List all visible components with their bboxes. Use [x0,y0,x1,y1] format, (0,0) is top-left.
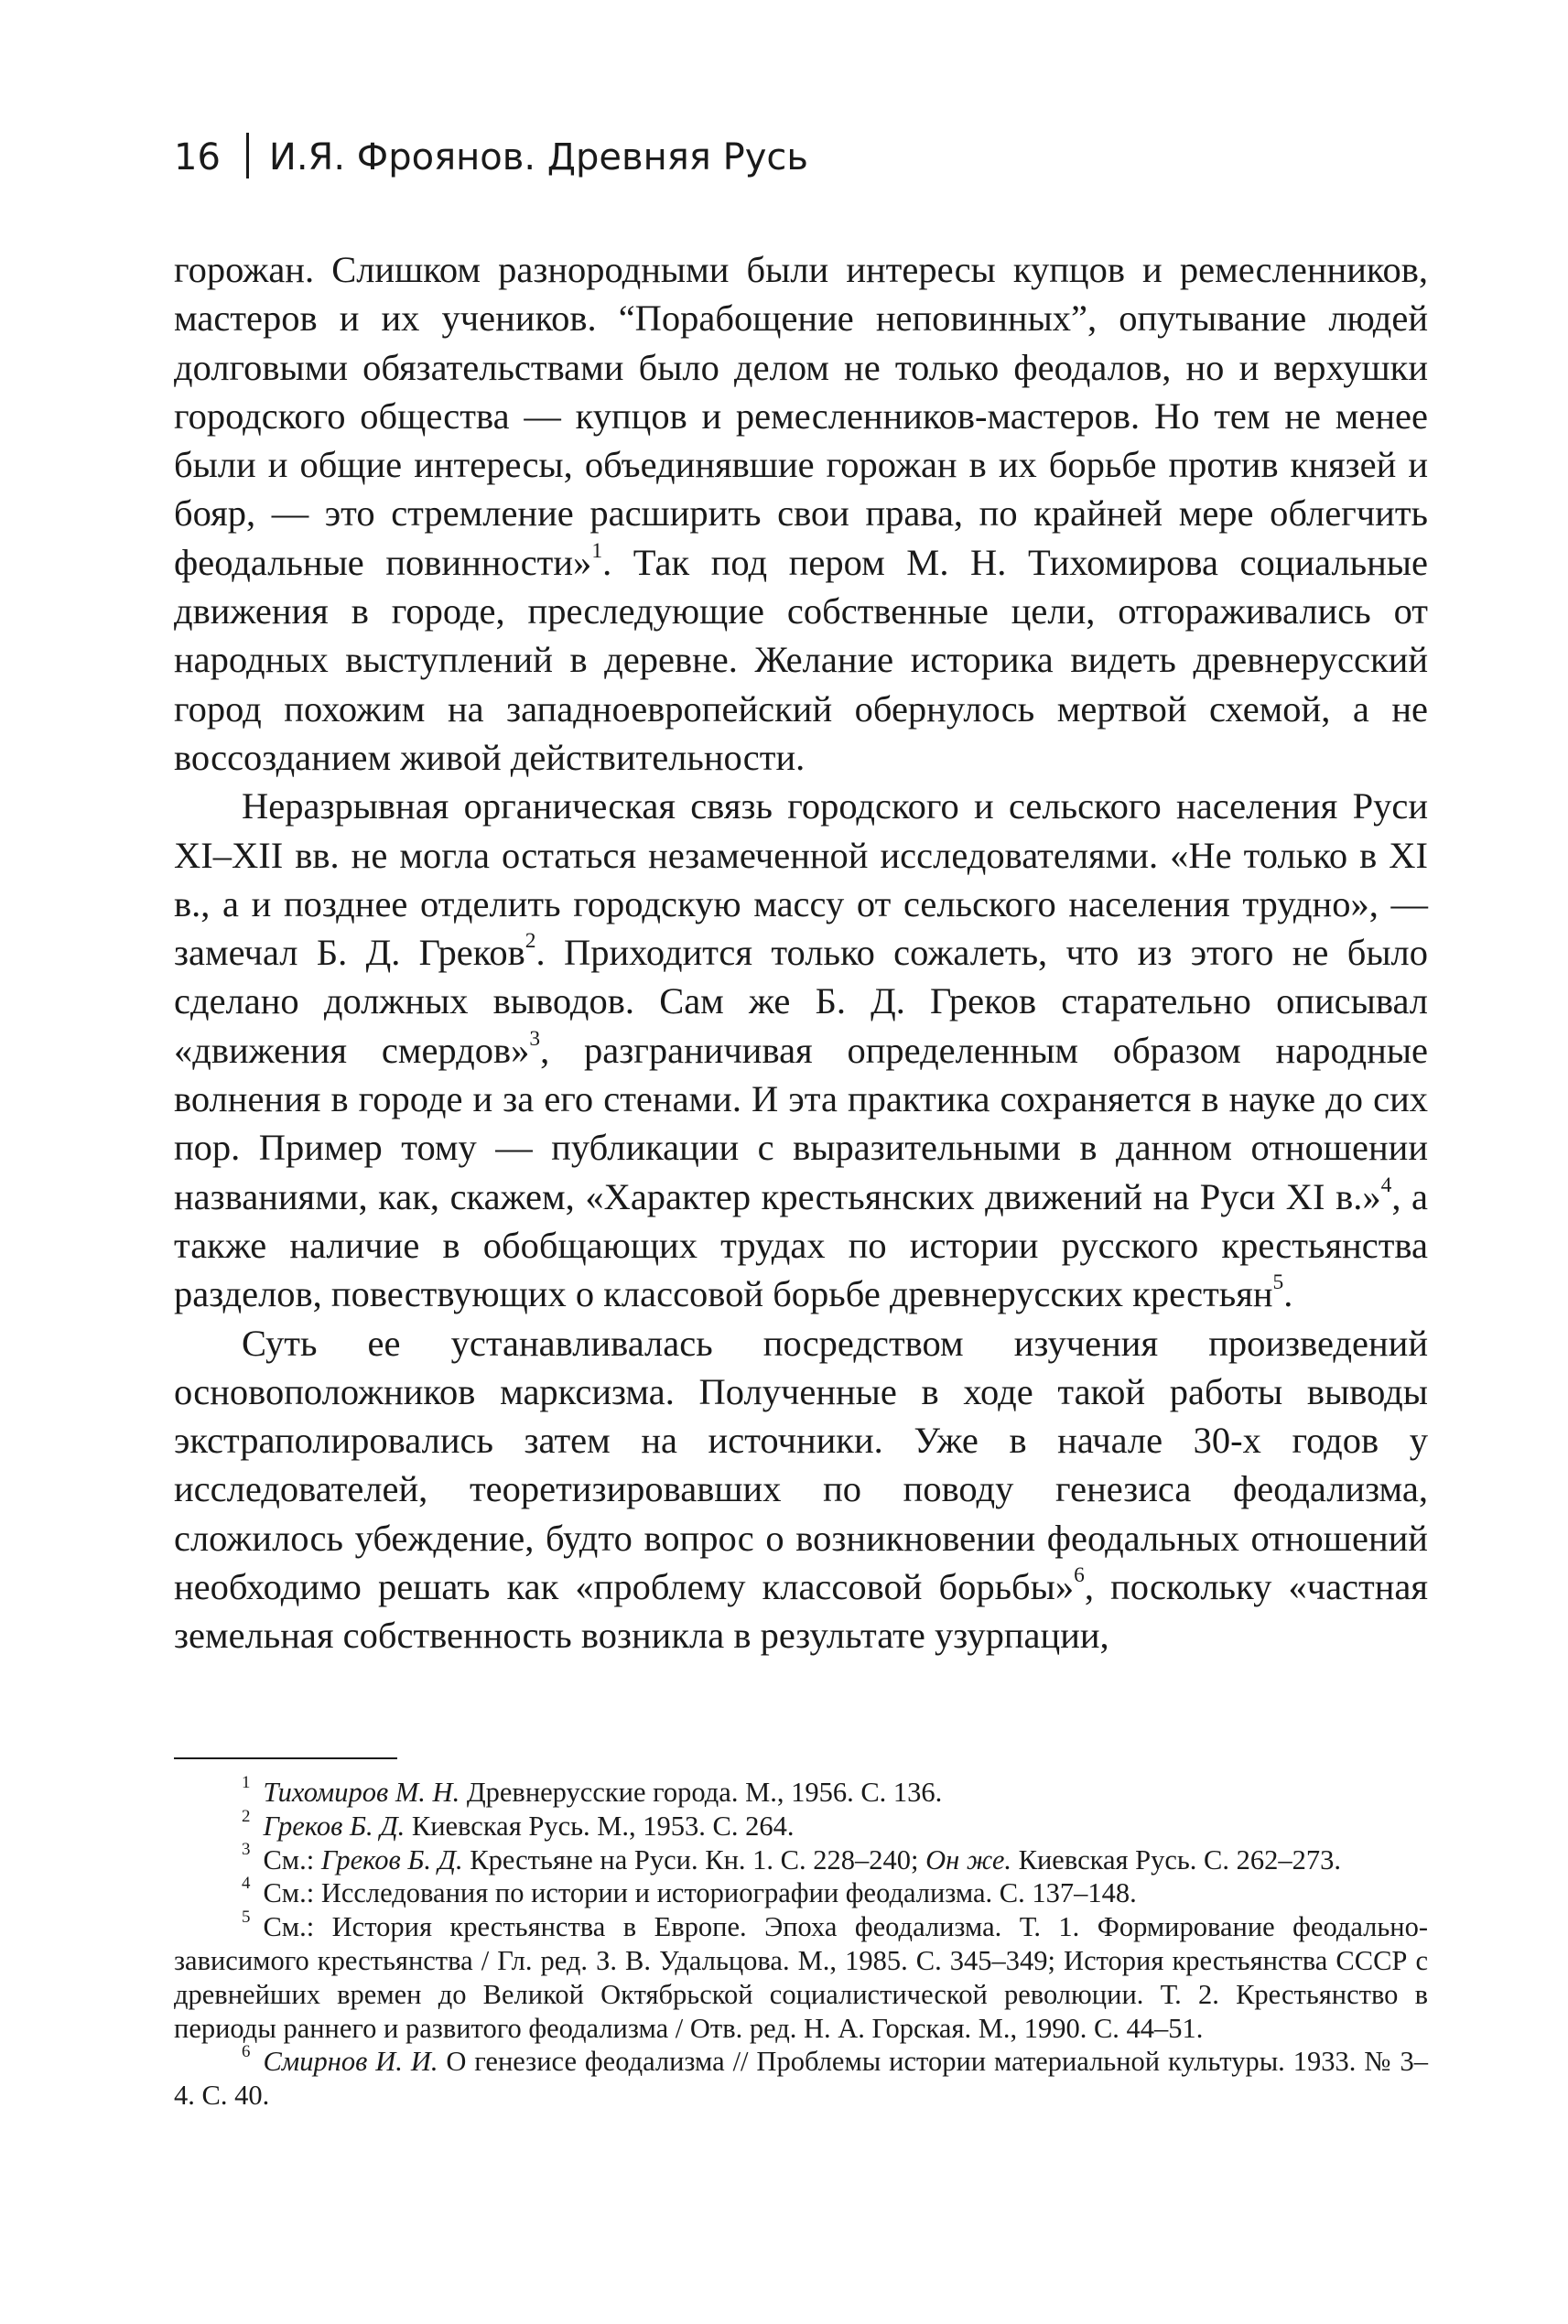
footnote [174,1910,1428,2045]
footnote-author: Смирнов И. И. [263,2046,438,2078]
text-run: , а также наличие в обобщающих трудах по истории русского крестьянства разделов, повествующих о классовой борьбе древнерусских крестьян [174,1175,1428,1315]
text-run: , разграничивая определенным образом народные волнения в городе и за его стенами. И эта практика сохраняется в науке до сих пор. Пример тому — публикации с выразительными в данном отношении названиями, как, скажем, «Характер крестьянских движений на Руси XI в.» [174,1029,1429,1217]
footnote [174,1840,1428,1877]
footnote-ref[interactable]: 5 [1272,1270,1284,1295]
footnote-author: Греков Б. Д. [263,1810,406,1842]
footnote-number: 5 [242,1908,251,1928]
footnote-text: Древнерусские города. М., 1956. С. 136. [460,1777,943,1808]
footnote-prefix: См.: [263,1843,321,1875]
footnote-ref[interactable]: 1 [591,539,603,563]
text-run: Неразрывная органическая связь городского и сельского населения Руси XI–XII вв. не могла остаться незамеченной исследователями. «Не только в XI в., а и позднее отделить городскую массу от сельского населения трудно», — замечал Б. Д. Греков [174,785,1428,974]
footnote-author: Тихомиров М. Н. [263,1777,460,1808]
footnote-author: Греков Б. Д. [320,1843,463,1875]
footnote-number: 3 [242,1840,251,1860]
footnote-author: Он же. [925,1843,1012,1875]
running-header [174,131,808,184]
footnote-text: О генезисе феодализма // Проблемы истории материальной культуры. 1933. № 3–4. С. 40. [174,2046,1428,2112]
footnote [174,2042,1428,2113]
footnote-number: 2 [242,1806,251,1826]
footnote-number: 1 [242,1772,251,1792]
text-run: горожан. Слишком разнородными были интересы купцов и ремесленников, мастеров и их учеников. “Порабощение неповинных”, опутывание людей долговыми обязательствами было делом не только феодалов, но и верхушки городского общества — купцов и ремесленников-мастеров. Но тем не менее были и общие интересы, объединявшие горожан в их борьбе против князей и бояр, — это стремление расширить свои права, по крайней мере облегчить феодальные повинности» [174,249,1428,583]
text-run: . [1283,1273,1293,1315]
paragraph [174,782,1428,1318]
paragraph [174,245,1428,782]
text-run: Суть ее устанавливалась посредством изучения произведений основоположников марксизма. Полученные в ходе такой работы выводы экстраполировались затем на источники. Уже в начале 30-х годов у исследователей, теоретизировавших по поводу генезиса феодализма, сложилось убеждение, будто вопрос о возникновении феодальных отношений необходимо решать как «проблему классовой борьбы» [174,1322,1428,1608]
footnote-text: Киевская Русь. М., 1953. С. 264. [405,1810,795,1842]
text-run: . Так под пером М. Н. Тихомирова социальные движения в городе, преследующие собственные цели, отгораживались от народных выступлений в деревне. Желание историка видеть древнерусский город похожим на западноевропейский обернулось мертвой схемой, а не воссозданием живой действительности. [174,541,1428,778]
running-title: И.Я. Фроянов. Древняя Русь [268,136,808,178]
footnote-ref[interactable]: 2 [524,929,536,954]
footnote-ref[interactable]: 6 [1074,1563,1085,1588]
footnote-divider [174,1757,397,1759]
footnote-ref[interactable]: 3 [529,1026,541,1051]
footnote-ref[interactable]: 4 [1380,1173,1392,1197]
footnote [174,1876,1428,1910]
footnote-text: См.: История крестьянства в Европе. Эпоха феодализма. Т. 1. Формирование феодально-зависимого крестьянства / Гл. ред. З. В. Удальцова. М., 1985. С. 345–349; История крестьянства СССР с древнейших времен до Великой Октябрьской социалистической революции. Т. 2. Крестьянство в периоды раннего и развитого феодализма / Отв. ред. Н. А. Горская. М., 1990. С. 44–51. [174,1911,1428,2044]
footnote [174,1772,1428,1810]
footnote [174,1806,1428,1843]
footnotes [174,1772,1428,2113]
main-text [174,245,1428,1660]
footnote-text: Крестьяне на Руси. Кн. 1. С. 228–240; [462,1843,926,1875]
footnote-text: Киевская Русь. С. 262–273. [1011,1843,1342,1875]
footnote-number: 4 [242,1874,251,1894]
page-number: 16 [174,136,221,178]
text-run: . Приходится только сожалеть, что из этого не было сделано должных выводов. Сам же Б. Д. Греков старательно описывал «движения смердов» [174,932,1428,1071]
footnote-text: См.: Исследования по истории и историографии феодализма. С. 137–148. [263,1877,1137,1909]
text-run: , поскольку «частная земельная собственность возникла в результате узурпации, [174,1566,1428,1657]
paragraph [174,1319,1428,1660]
header-separator [246,133,249,178]
footnote-number: 6 [242,2042,251,2062]
